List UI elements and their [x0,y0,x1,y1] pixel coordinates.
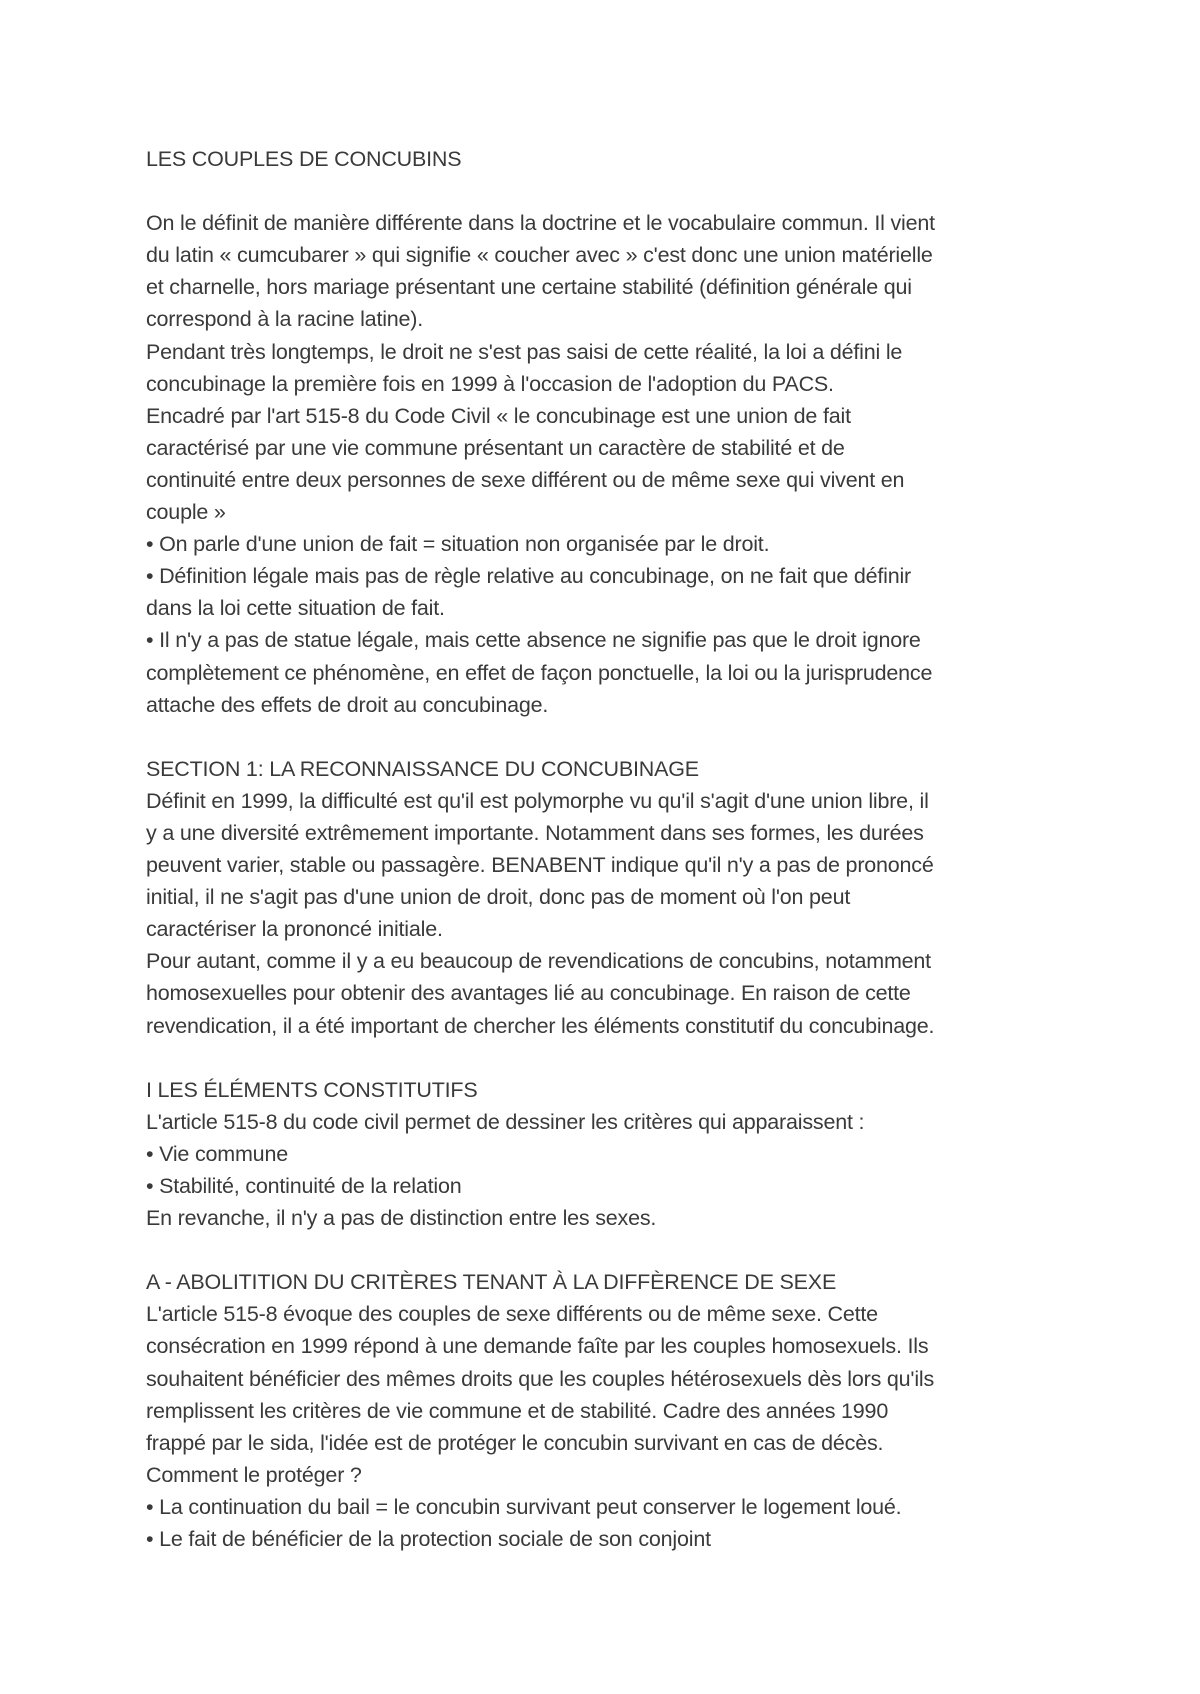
bullet-line: • Stabilité, continuité de la relation [146,1174,462,1198]
section-heading: SECTION 1: LA RECONNAISSANCE DU CONCUBINAGE [146,756,699,781]
text-line: dans la loi cette situation de fait. [146,596,445,621]
part1-paragraphs [146,1106,1076,1234]
spacer [146,721,1076,753]
text-line: initial, il ne s'agit pas d'une union de droit, donc pas de moment où l'on peut [146,885,851,910]
text-line: du latin « cumcubarer » qui signifie « coucher avec » c'est donc une union matérielle [146,243,933,268]
bullet-line: • La continuation du bail = le concubin survivant peut conserver le logement loué. [146,1494,902,1519]
text-line: caractérisé par une vie commune présentant un caractère de stabilité et de [146,435,845,460]
text-line: concubinage la première fois en 1999 à l'occasion de l'adoption du PACS. [146,371,834,396]
bullet-line: • Le fait de bénéficier de la protection sociale de son conjoint [146,1527,711,1552]
document-title: LES COUPLES DE CONCUBINS [146,147,462,171]
text-line: Encadré par l'art 515-8 du Code Civil « le concubinage est une union de fait [146,403,851,428]
text-line: Comment le protéger ? [146,1462,362,1487]
text-line: remplissent les critères de vie commune et de stabilité. Cadre des années 1990 [146,1398,889,1423]
text-line: Pour autant, comme il y a eu beaucoup de revendications de concubins, notamment [146,949,931,974]
text-line: frappé par le sida, l'idée est de protéger le concubin survivant en cas de décès. [146,1430,884,1455]
text-line: et charnelle, hors mariage présentant une certaine stabilité (définition générale qui [146,275,912,300]
text-line: peuvent varier, stable ou passagère. BENABENT indique qu'il n'y a pas de prononcé [146,853,934,878]
spacer [146,1234,1076,1266]
text-line: caractériser la prononcé initiale. [146,917,443,942]
text-line: Définit en 1999, la difficulté est qu'il est polymorphe vu qu'il s'agit d'une union libre, il [146,788,929,813]
text-line: continuité entre deux personnes de sexe différent ou de même sexe qui vivent en [146,467,905,492]
bullet-line: • Il n'y a pas de statue légale, mais cette absence ne signifie pas que le droit ignore [146,628,921,653]
spacer [146,1042,1076,1074]
subpart-heading: A - ABOLITITION DU CRITÈRES TENANT À LA DIFFÈRENCE DE SEXE [146,1270,837,1295]
text-line: revendication, il a été important de chercher les éléments constitutif du concubinage. [146,1013,935,1038]
text-line: homosexuelles pour obtenir des avantages lié au concubinage. En raison de cette [146,981,911,1006]
text-line: On le définit de manière différente dans la doctrine et le vocabulaire commun. Il vient [146,211,935,236]
spacer [146,175,1076,207]
part-heading: I LES ÉLÉMENTS CONSTITUTIFS [146,1077,478,1102]
partA-paragraphs [146,1298,1076,1555]
text-line: Pendant très longtemps, le droit ne s'est pas saisi de cette réalité, la loi a défini le [146,339,903,364]
text-line: complètement ce phénomène, en effet de façon ponctuelle, la loi ou la jurisprudence [146,660,933,685]
document-body [146,143,1076,1555]
text-line: consécration en 1999 répond à une demande faîte par les couples homosexuels. Ils [146,1334,929,1359]
bullet-line: • Définition légale mais pas de règle relative au concubinage, on ne fait que définir [146,564,912,589]
text-line: En revanche, il n'y a pas de distinction entre les sexes. [146,1206,657,1231]
bullet-line: • On parle d'une union de fait = situation non organisée par le droit. [146,532,770,557]
text-line: attache des effets de droit au concubinage. [146,692,549,717]
text-line: y a une diversité extrêmement importante. Notamment dans ses formes, les durées [146,820,924,845]
section1-paragraphs [146,785,1076,1042]
text-line: souhaitent bénéficier des mêmes droits que les couples hétérosexuels dès lors qu'ils [146,1366,935,1391]
bullet-line: • Vie commune [146,1141,288,1166]
text-line: couple » [146,500,226,525]
text-line: L'article 515-8 du code civil permet de dessiner les critères qui apparaissent : [146,1109,865,1134]
text-line: L'article 515-8 évoque des couples de sexe différents ou de même sexe. Cette [146,1302,878,1327]
text-line: correspond à la racine latine). [146,307,424,332]
intro-paragraphs [146,207,1076,721]
